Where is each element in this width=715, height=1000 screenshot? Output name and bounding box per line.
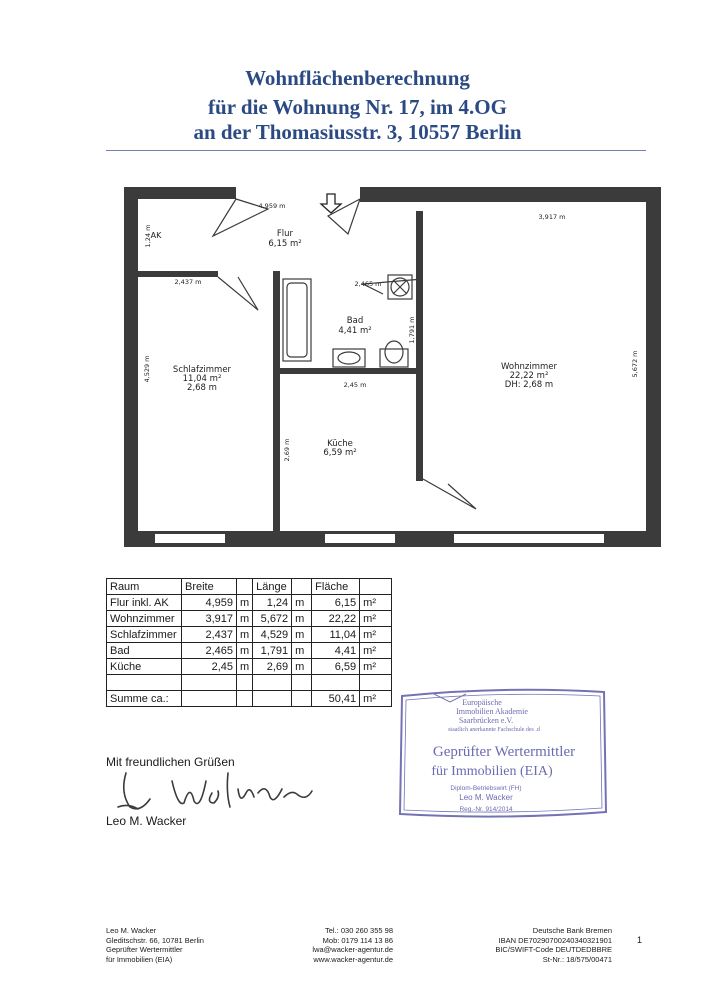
unit-cell: m²: [360, 627, 392, 643]
room-height-wohnzimmer: DH: 2,68 m: [504, 380, 554, 390]
footer-line: Gleditschstr. 66, 10781 Berlin: [106, 935, 204, 945]
footer-website: www.wacker-agentur.de: [313, 954, 393, 964]
room-label-bad: Bad: [346, 316, 364, 326]
empty-cell: [182, 675, 237, 691]
unit-cell: m: [292, 595, 312, 611]
unit-cell: m²: [360, 595, 392, 611]
area-table: [106, 578, 392, 707]
width-cell: 3,917: [182, 611, 237, 627]
room-cell: Küche: [107, 659, 182, 675]
width-cell: 2,45: [182, 659, 237, 675]
table-header-cell: Raum: [107, 579, 182, 595]
stamp-line5: Geprüfter Wertermittler: [432, 744, 576, 760]
signatory-name: Leo M. Wacker: [106, 814, 187, 828]
footer-contact-block: [295, 926, 393, 964]
footer-line: St-Nr.: 18/575/00471: [542, 954, 612, 964]
table-row: [107, 595, 392, 611]
empty-cell: [237, 691, 253, 707]
unit-cell: m: [237, 643, 253, 659]
header-divider: [106, 150, 646, 151]
length-cell: 1,24: [253, 595, 292, 611]
table-header-cell: [292, 579, 312, 595]
length-cell: 4,529: [253, 627, 292, 643]
dim-wohn-width: 3,917 m: [538, 213, 566, 221]
room-label-wohnzimmer: Wohnzimmer: [501, 362, 557, 372]
width-cell: 2,465: [182, 643, 237, 659]
table-header-cell: Länge: [253, 579, 292, 595]
room-area-kueche: 6,59 m²: [323, 448, 357, 458]
total-area-cell: 50,41: [312, 691, 360, 707]
room-label-kueche: Küche: [327, 439, 353, 449]
table-header-cell: Breite: [182, 579, 237, 595]
table-header-cell: [237, 579, 253, 595]
dim-schlaf-height: 4,529 m: [143, 355, 151, 383]
empty-cell: [253, 691, 292, 707]
width-cell: 2,437: [182, 627, 237, 643]
stamp-line9: Reg.-Nr. 914/2014: [459, 806, 513, 813]
area-cell: 6,15: [312, 595, 360, 611]
table-row: [107, 611, 392, 627]
empty-cell: [292, 691, 312, 707]
floor-plan: [118, 184, 663, 549]
windows: [155, 534, 604, 543]
dim-wohn-height: 5,672 m: [631, 350, 639, 378]
unit-cell: m: [237, 627, 253, 643]
footer-line: Leo M. Wacker: [106, 926, 157, 935]
area-cell: 6,59: [312, 659, 360, 675]
room-area-schlafzimmer: 11,04 m²: [182, 374, 222, 384]
empty-cell: [107, 675, 182, 691]
empty-cell: [360, 675, 392, 691]
length-cell: 5,672: [253, 611, 292, 627]
page-number: 1: [637, 935, 643, 945]
dim-bad-height: 1,791 m: [408, 316, 416, 344]
footer-line: Mob: 0179 114 13 86: [322, 935, 393, 945]
length-cell: 1,791: [253, 643, 292, 659]
area-cell: 4,41: [312, 643, 360, 659]
room-area-bad: 4,41 m²: [338, 326, 372, 336]
closing-greeting: Mit freundlichen Grüßen: [106, 755, 235, 769]
dim-kueche-width: 2,45 m: [343, 381, 367, 389]
width-cell: 4,959: [182, 595, 237, 611]
room-label-ak: AK: [150, 231, 162, 240]
table-row: [107, 659, 392, 675]
dim-kueche-height: 2,69 m: [283, 438, 291, 462]
table-header-cell: [360, 579, 392, 595]
stamp-line4: staatlich anerkannte Fachschule des .d: [448, 727, 540, 733]
stamp-line1: Europäische: [462, 698, 502, 707]
footer-line: BIC/SWIFT-Code DEUTDEDBBRE: [495, 945, 612, 955]
empty-cell: [182, 691, 237, 707]
stamp-line6: für Immobilien (EIA): [431, 764, 553, 779]
room-cell: Bad: [107, 643, 182, 659]
room-area-flur: 6,15 m²: [268, 239, 302, 249]
footer-address-block: [106, 926, 204, 964]
table-row-empty: [107, 675, 392, 691]
footer-line: IBAN DE70290700240340321901: [498, 935, 612, 945]
dim-flur-width: 4,959 m: [258, 202, 286, 210]
stamp-line2: Immobilien Akademie: [456, 707, 528, 716]
table-total-row: [107, 691, 392, 707]
unit-cell: m²: [360, 643, 392, 659]
footer-line: Geprüfter Wertermittler: [106, 945, 183, 955]
empty-cell: [253, 675, 292, 691]
unit-cell: m²: [360, 691, 392, 707]
area-cell: 22,22: [312, 611, 360, 627]
unit-cell: m: [237, 659, 253, 675]
certification-stamp: [394, 682, 612, 824]
stamp-line8: Leo M. Wacker: [459, 793, 513, 802]
room-height-schlafzimmer: 2,68 m: [187, 383, 217, 393]
footer-bank-block: [470, 926, 612, 964]
document-title: Wohnflächenberechnung: [245, 66, 470, 90]
unit-cell: m²: [360, 611, 392, 627]
stamp-line7: Diplom-Betriebswirt (FH): [450, 785, 522, 792]
room-label-flur: Flur: [276, 229, 294, 239]
stamp-line3: Saarbrücken e.V.: [458, 716, 514, 725]
footer-line: für Immobilien (EIA): [106, 954, 173, 964]
empty-cell: [237, 675, 253, 691]
unit-cell: m: [292, 659, 312, 675]
footer-line: Tel.: 030 260 355 98: [325, 926, 393, 935]
unit-cell: m: [292, 627, 312, 643]
unit-cell: m: [237, 595, 253, 611]
unit-cell: m: [292, 643, 312, 659]
empty-cell: [312, 675, 360, 691]
dim-ak-height: 1,24 m: [144, 224, 152, 248]
footer-line: Deutsche Bank Bremen: [532, 926, 612, 935]
table-header-cell: Fläche: [312, 579, 360, 595]
document-subtitle-address: an der Thomasiusstr. 3, 10557 Berlin: [193, 120, 522, 144]
table-row: [107, 627, 392, 643]
door-swings: [213, 199, 476, 509]
room-area-wohnzimmer: 22,22 m²: [509, 371, 549, 381]
area-cell: 11,04: [312, 627, 360, 643]
table-row: [107, 643, 392, 659]
footer-email: lwa@wacker-agentur.de: [312, 945, 393, 955]
dim-schlaf-width: 2,437 m: [174, 278, 202, 286]
room-cell: Schlafzimmer: [107, 627, 182, 643]
length-cell: 2,69: [253, 659, 292, 675]
document-subtitle-apartment: für die Wohnung Nr. 17, im 4.OG: [208, 95, 507, 119]
table-header-row: [107, 579, 392, 595]
dim-bad-width: 2,465 m: [354, 280, 382, 288]
unit-cell: m: [292, 611, 312, 627]
room-cell: Flur inkl. AK: [107, 595, 182, 611]
total-label-cell: Summe ca.:: [107, 691, 182, 707]
empty-cell: [292, 675, 312, 691]
room-label-schlafzimmer: Schlafzimmer: [172, 365, 232, 375]
room-cell: Wohnzimmer: [107, 611, 182, 627]
unit-cell: m: [237, 611, 253, 627]
unit-cell: m²: [360, 659, 392, 675]
